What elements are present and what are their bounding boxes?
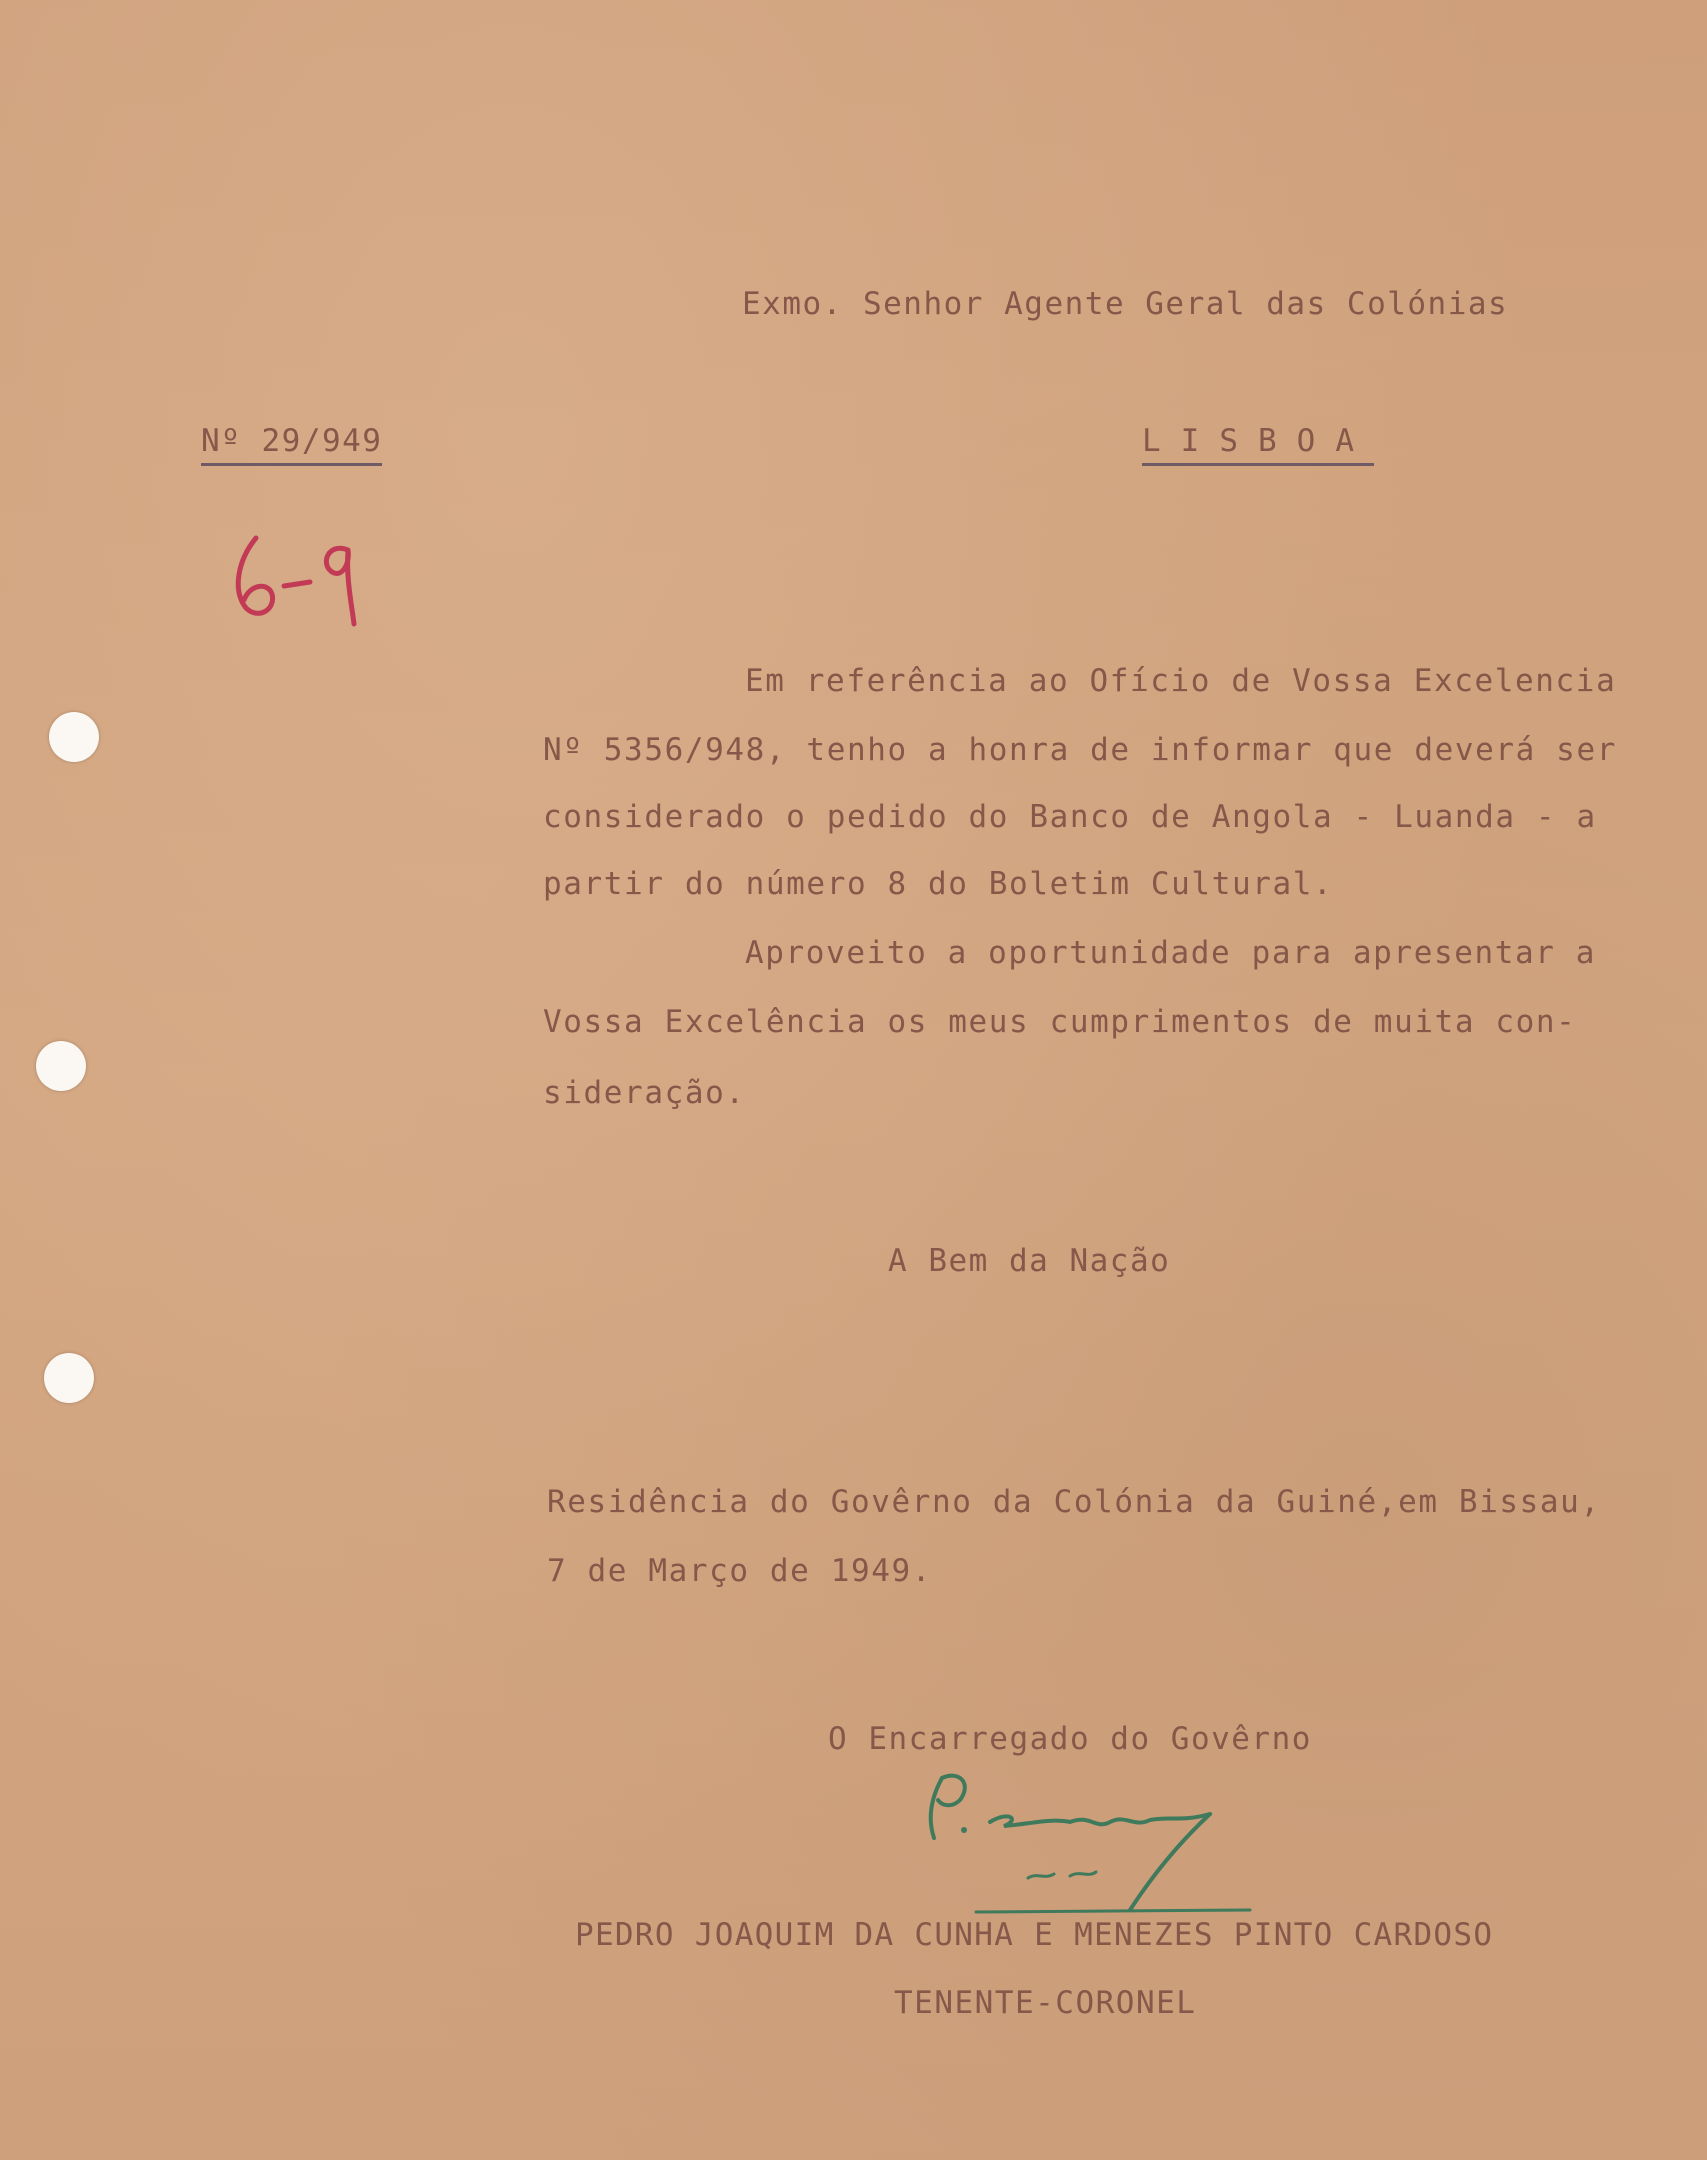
date-line: 7 de Março de 1949. [547,1553,933,1589]
place-line: Residência do Govêrno da Colónia da Guiné,em Bissau, [547,1484,1601,1520]
body-p2-line2: Vossa Excelência os meus cumprimentos de muita con- [543,1004,1577,1040]
body-p2-line3: sideração. [543,1075,746,1111]
handwritten-reference-note [228,520,378,634]
body-p1-line3: considerado o pedido do Banco de Angola - Luanda - a [543,799,1597,835]
body-p1-line1: Em referência ao Ofício de Vossa Excelencia [745,663,1617,699]
signatory-rank: TENENTE-CORONEL [894,1985,1197,2021]
body-p1-line4: partir do número 8 do Boletim Cultural. [543,866,1334,902]
punch-hole-bottom [44,1353,94,1403]
punch-hole-top [49,712,99,762]
signatory-title: O Encarregado do Govêrno [828,1721,1312,1757]
signature-drawing [920,1760,1260,1930]
addressee-line: Exmo. Senhor Agente Geral das Colónias [742,286,1509,322]
city-lisboa: LISBOA [1142,423,1374,466]
body-p2-line1: Aproveito a oportunidade para apresentar a [745,935,1597,971]
signatory-name: PEDRO JOAQUIM DA CUNHA E MENEZES PINTO CARDOSO [575,1917,1494,1953]
punch-hole-middle [36,1041,86,1091]
reference-number: Nº 29/949 [201,423,382,466]
body-p1-line2: Nº 5356/948, tenho a honra de informar que deverá ser [543,732,1617,768]
handwritten-note-drawing [228,520,378,630]
signature [920,1760,1260,1934]
closing-formula: A Bem da Nação [888,1243,1171,1279]
